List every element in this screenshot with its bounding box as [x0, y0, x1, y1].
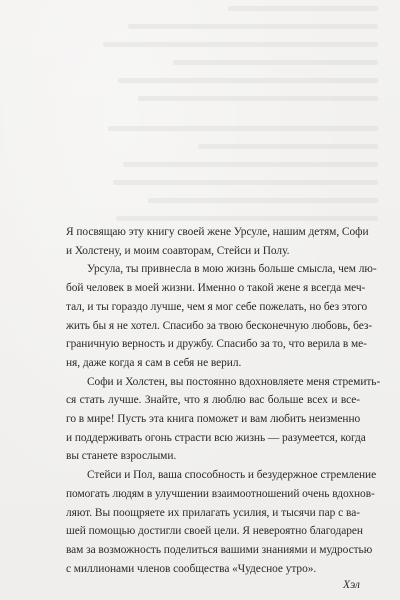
- show-through-line: [228, 6, 378, 11]
- text-line: тал, и ты гораздо лучше, чем я мог себе пожелать, но без этого: [66, 300, 368, 313]
- text-line: помогать людям в улучшении взаимоотношений очень вдохнов-: [66, 487, 375, 500]
- show-through-line: [173, 60, 378, 65]
- text-line: го в мире! Пусть эта книга поможет и вам любить неизменно: [66, 413, 361, 426]
- text-line: Софи и Холстен, вы постоянно вдохновляете меня стремить-: [87, 375, 381, 388]
- text-line: граничную верность и дружбу. Спасибо за то, что верила в ме-: [66, 338, 367, 351]
- dedication-text: [66, 223, 381, 578]
- text-line: и поддерживать огонь страсти всю жизнь — разумеется, когда: [66, 431, 366, 444]
- show-through-line: [103, 42, 378, 47]
- text-line: бой человек в моей жизни. Именно о такой жене я всегда меч-: [66, 282, 366, 295]
- text-line: и Холстену, и моим соавторам, Стейси и Полу.: [66, 244, 290, 257]
- show-through-line: [123, 162, 378, 167]
- show-through-line: [116, 216, 378, 221]
- text-line: шей помощью достигли своей цели. Я невероятно благодарен: [66, 525, 363, 538]
- show-through-line: [148, 198, 378, 203]
- text-line: Стейси и Пол, ваша способность и безудержное стремление: [87, 469, 377, 482]
- dedication-paragraph-1: [66, 223, 369, 260]
- show-through-line: [113, 180, 378, 185]
- text-line: ня, даже когда я сам в себя не верил.: [66, 356, 242, 369]
- reverse-side-show-through: [95, 0, 390, 230]
- show-through-line: [198, 144, 378, 149]
- dedication-paragraph-2: [66, 260, 377, 372]
- text-line: с миллионами членов сообщества «Чудесное утро».: [66, 562, 317, 575]
- show-through-line: [108, 126, 378, 131]
- text-line: Урсула, ты привнесла в мою жизнь больше смысла, чем лю-: [87, 263, 377, 276]
- dedication-paragraph-4: [66, 466, 377, 578]
- show-through-line: [128, 24, 378, 29]
- text-line: ляют. Вы поощряете их прилагать усилия, и тысячи пар с ва-: [66, 506, 360, 519]
- text-line: жить бы я не хотел. Спасибо за твою бесконечную любовь, без-: [66, 319, 373, 332]
- text-line: ся стать лучше. Знайте, что я люблю вас больше всех и все-: [66, 394, 360, 407]
- show-through-line: [138, 96, 378, 101]
- show-through-line: [118, 78, 378, 83]
- dedication-paragraph-3: [66, 373, 381, 467]
- text-line: Я посвящаю эту книгу своей жене Урсуле, нашим детям, Софи: [66, 226, 369, 238]
- text-line: вы станете взрослыми.: [66, 450, 177, 463]
- signature: Хэл: [343, 578, 360, 591]
- text-line: вам за возможность поделиться вашими знаниями и мудростью: [66, 543, 373, 556]
